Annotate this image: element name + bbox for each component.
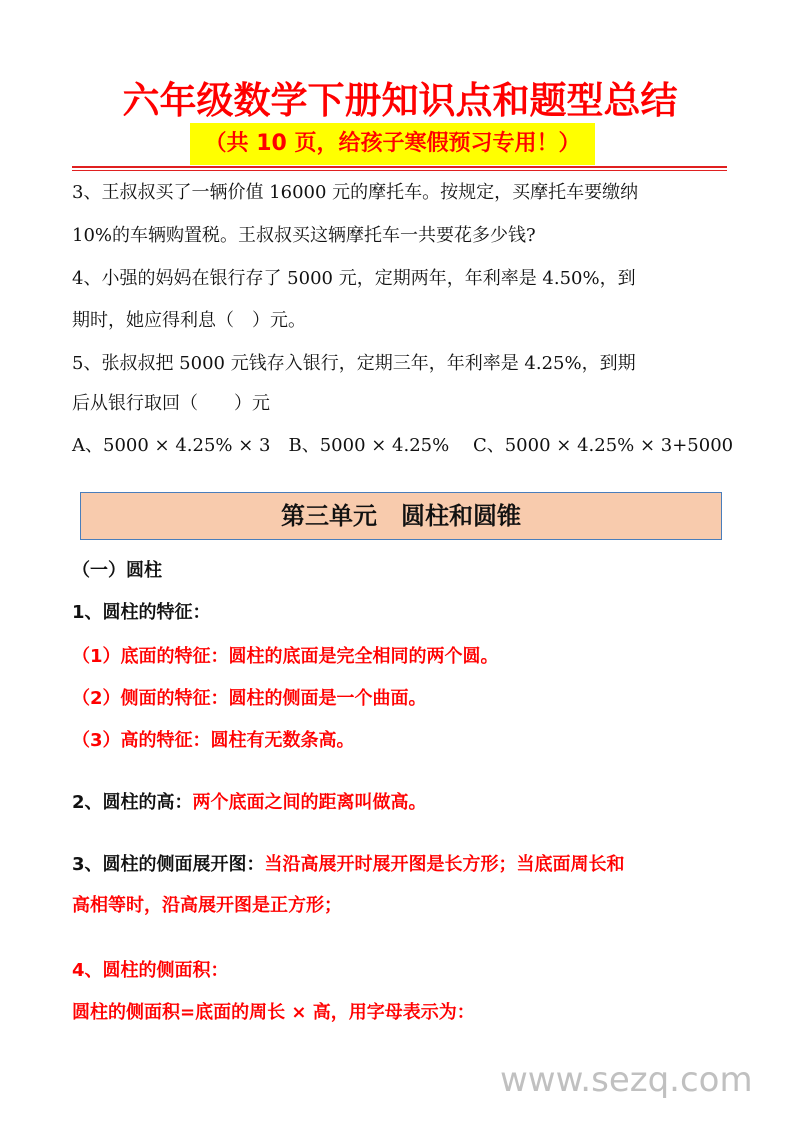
item-2-label: 2、圆柱的高： [72, 792, 193, 813]
item-3-cont: 高相等时，沿高展开图是正方形； [72, 895, 342, 916]
item-4: 4、圆柱的侧面积： [72, 960, 229, 981]
divider [72, 166, 727, 168]
question-line: 4、小强的妈妈在银行存了 5000 元，定期两年，年利率是 4.50%，到 [72, 268, 636, 289]
item-3-label: 3、圆柱的侧面展开图： [72, 854, 265, 875]
question-line: 3、王叔叔买了一辆价值 16000 元的摩托车。按规定，买摩托车要缴纳 [72, 182, 639, 203]
item-1: 1、圆柱的特征： [72, 602, 211, 623]
question-line: 10%的车辆购置税。王叔叔买这辆摩托车一共要花多少钱? [72, 225, 536, 246]
document-title: 六年级数学下册知识点和题型总结 [122, 79, 678, 122]
item-4-text: 圆柱的侧面积=底面的周长 × 高，用字母表示为： [72, 1002, 475, 1023]
question-line: 5、张叔叔把 5000 元钱存入银行，定期三年，年利率是 4.25%，到期 [72, 353, 636, 374]
feature-base: （1）底面的特征：圆柱的底面是完全相同的两个圆。 [72, 646, 499, 667]
watermark: www.sezq.com [500, 1060, 753, 1100]
question-line: 后从银行取回（ ）元 [72, 393, 270, 414]
question-line: 期时，她应得利息（ ）元。 [72, 310, 306, 331]
item-3-text: 当沿高展开时展开图是长方形；当底面周长和 [264, 854, 625, 875]
item-2-text: 两个底面之间的距离叫做高。 [192, 792, 427, 813]
item-3 [72, 850, 625, 876]
section-heading: 第三单元 圆柱和圆锥 [80, 492, 722, 540]
feature-side: （2）侧面的特征：圆柱的侧面是一个曲面。 [72, 688, 427, 709]
subtitle-banner: （共 10 页，给孩子寒假预习专用！） [190, 123, 595, 165]
answer-options: A、5000 × 4.25% × 3 B、5000 × 4.25% C、5000 × 4.25% × 3+5000 [72, 435, 734, 456]
feature-height: （3）高的特征：圆柱有无数条高。 [72, 730, 355, 751]
divider [72, 170, 727, 171]
item-2 [72, 788, 427, 814]
sub-heading: （一）圆柱 [72, 560, 162, 581]
